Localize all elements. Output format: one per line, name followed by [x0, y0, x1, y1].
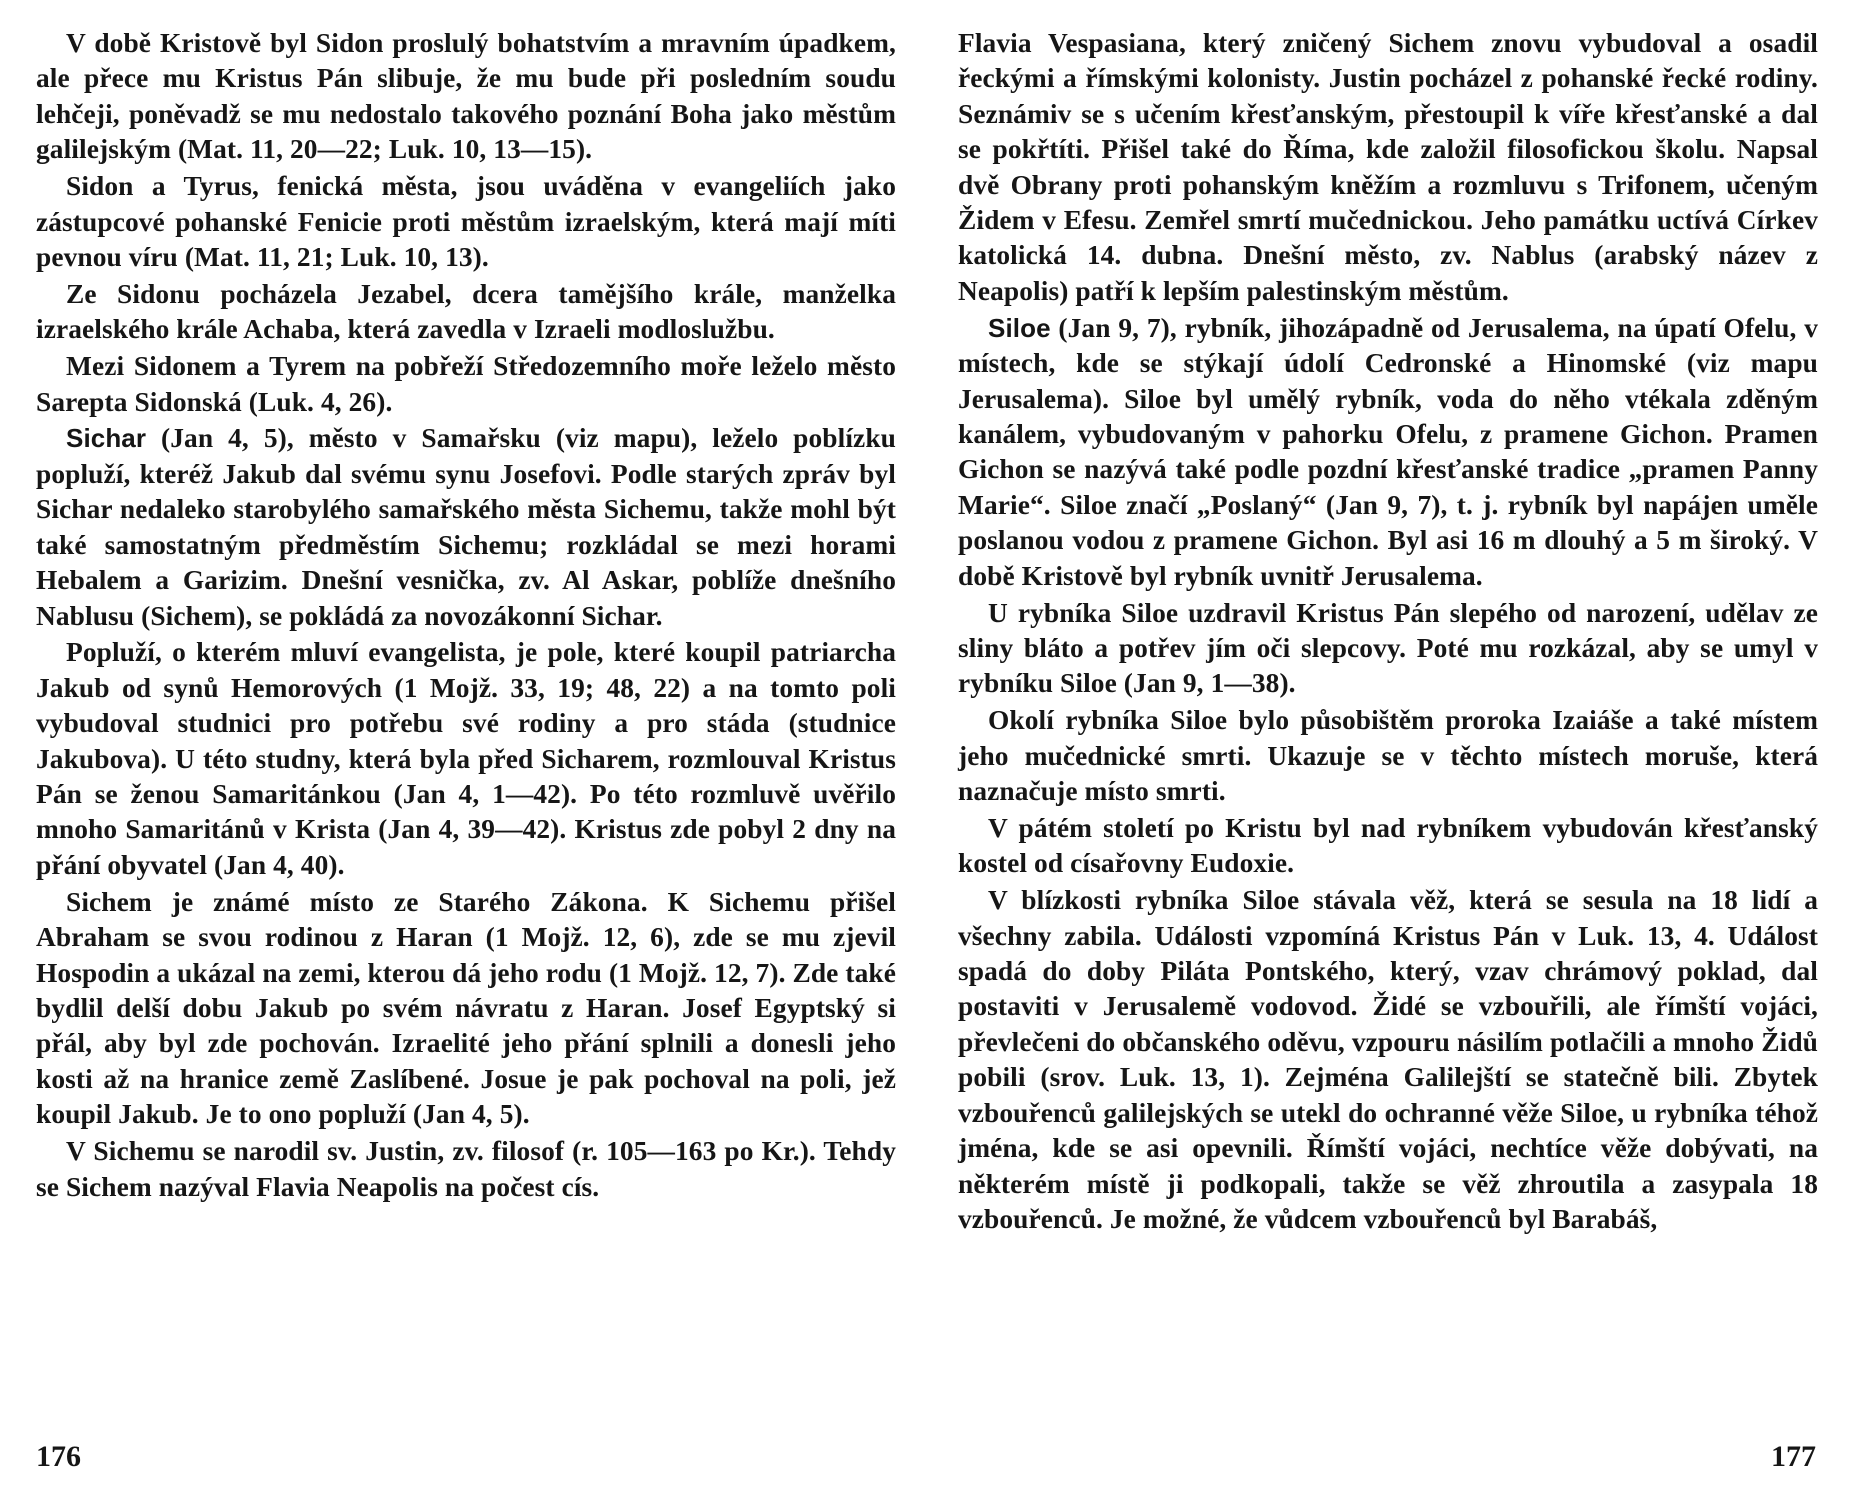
- entry-headword: Siloe: [988, 312, 1051, 343]
- right-page: [928, 0, 1856, 1500]
- paragraph: Flavia Vespasiana, který zničený Sichem znovu vybudoval a osadil řeckými a římskými kolonisty. Justin pocházel z pohanské řecké rodiny. Seznámiv se s učením křesťanským, přestoupil k víře křesťanské a dal se pokřtíti. Přišel také do Říma, kde založil filosofickou školu. Napsal dvě Obrany proti pohanským kněžím a rozmluvu s Trifonem, učeným Židem v Efesu. Zemřel smrtí mučednickou. Jeho památku uctívá Církev katolická 14. dubna. Dnešní město, zv. Nablus (arabský název z Neapolis) patří k lepším palestinským městům.: [958, 28, 1818, 306]
- paragraph: Mezi Sidonem a Tyrem na pobřeží Středozemního moře leželo město Sarepta Sidonská (Luk. 4, 26).: [36, 351, 896, 417]
- entry-paragraph: Siloe (Jan 9, 7), rybník, jihozápadně od Jerusalema, na úpatí Ofelu, v místech, kde se stýkají údolí Cedronské a Hinomské (viz mapu Jerusalema). Siloe byl umělý rybník, voda do něho vtékala zděným kanálem, vybudovaným v pahorku Ofelu, z pramene Gichon. Pramen Gichon se nazývá také podle pozdní křesťanské tradice „pramen Panny Marie“. Siloe značí „Poslaný“ (Jan 9, 7), t. j. rybník byl napájen uměle poslanou vodou z pramene Gichon. Byl asi 16 m dlouhý a 5 m široký. V době Kristově byl rybník uvnitř Jerusalema.: [958, 312, 1818, 591]
- right-page-text: [958, 26, 1818, 1239]
- paragraph: V době Kristově byl Sidon proslulý bohatstvím a mravním úpadkem, ale přece mu Kristus Pán slibuje, že mu bude při posledním soudu lehčeji, poněvadž se mu nedostalo takového poznání Boha jako městům galilejským (Mat. 11, 20—22; Luk. 10, 13—15).: [36, 28, 896, 165]
- entry-headword: Sichar: [66, 423, 147, 454]
- left-page-text: [36, 26, 896, 1206]
- paragraph: Sidon a Tyrus, fenická města, jsou uváděna v evangeliích jako zástupcové pohanské Fenicie proti městům izraelským, která mají míti pevnou víru (Mat. 11, 21; Luk. 10, 13).: [36, 171, 896, 272]
- paragraph: V Sichemu se narodil sv. Justin, zv. filosof (r. 105—163 po Kr.). Tehdy se Sichem nazýval Flavia Neapolis na počest cís.: [36, 1136, 896, 1202]
- page-number: 176: [36, 1440, 81, 1473]
- entry-paragraph: Sichar (Jan 4, 5), město v Samařsku (viz mapu), leželo poblízku popluží, kteréž Jakub dal svému synu Josefovi. Podle starých zpráv byl Sichar nedaleko starobylého samařského města Sichemu, takže mohl být také samostatným předměstím Sichemu; rozkládal se mezi horami Hebalem a Garizim. Dnešní vesnička, zv. Al Askar, poblíže dnešního Nablusu (Sichem), se pokládá za novozákonní Sichar.: [36, 423, 896, 631]
- page-number: 177: [1771, 1440, 1816, 1473]
- paragraph: Sichem je známé místo ze Starého Zákona. K Sichemu přišel Abraham se svou rodinou z Haran (1 Mojž. 12, 6), zde se mu zjevil Hospodin a ukázal na zemi, kterou dá jeho rodu (1 Mojž. 12, 7). Zde také bydlil delší dobu Jakub po svém návratu z Haran. Josef Egyptský si přál, aby byl zde pochován. Izraelité jeho přání splnili a donesli jeho kosti až na hranice země Zaslíbené. Josue je pak pochoval na poli, jež koupil Jakub. Je to ono popluží (Jan 4, 5).: [36, 886, 896, 1130]
- paragraph: Popluží, o kterém mluví evangelista, je pole, které koupil patriarcha Jakub od synů Hemorových (1 Mojž. 33, 19; 48, 22) a na tomto poli vybudoval studnici pro potřebu své rodiny a pro stáda (studnice Jakubova). U této studny, která byla před Sicharem, rozmlouval Kristus Pán se ženou Samaritánkou (Jan 4, 1—42). Po této rozmluvě uvěřilo mnoho Samaritánů v Krista (Jan 4, 39—42). Kristus zde pobyl 2 dny na přání obyvatel (Jan 4, 40).: [36, 637, 896, 880]
- paragraph: Okolí rybníka Siloe bylo působištěm proroka Izaiáše a také místem jeho mučednické smrti. Ukazuje se v těchto místech moruše, která naznačuje místo smrti.: [958, 705, 1818, 807]
- paragraph: V pátém století po Kristu byl nad rybníkem vybudován křesťanský kostel od císařovny Eudoxie.: [958, 812, 1818, 879]
- paragraph: V blízkosti rybníka Siloe stávala věž, která se sesula na 18 lidí a všechny zabila. Události vzpomíná Kristus Pán v Luk. 13, 4. Událost spadá do doby Piláta Pontského, který, vzav chrámový poklad, dal postaviti v Jerusalemě vodovod. Židé se vzbouřili, ale římští vojáci, převlečeni do občanského oděvu, vzpouru násilím potlačili a mnoho Židů pobili (srov. Luk. 13, 1). Zejména Galilejští se statečně bili. Zbytek vzbouřenců galilejských se utekl do ochranné věže Siloe, u rybníka téhož jména, kde se asi opevnili. Římští vojáci, nechtíce věže dobývati, na některém místě ji podkopali, takže se věž zhroutila a zasypala 18 vzbouřenců. Je možné, že vůdcem vzbouřenců byl Barabáš,: [958, 885, 1818, 1234]
- paragraph: U rybníka Siloe uzdravil Kristus Pán slepého od narození, udělav ze sliny bláto a potřev jím oči slepcovy. Poté mu rozkázal, aby se umyl v rybníku Siloe (Jan 9, 1—38).: [958, 597, 1818, 699]
- paragraph: Ze Sidonu pocházela Jezabel, dcera tamějšího krále, manželka izraelského krále Achaba, která zavedla v Izraeli modloslužbu.: [36, 278, 896, 345]
